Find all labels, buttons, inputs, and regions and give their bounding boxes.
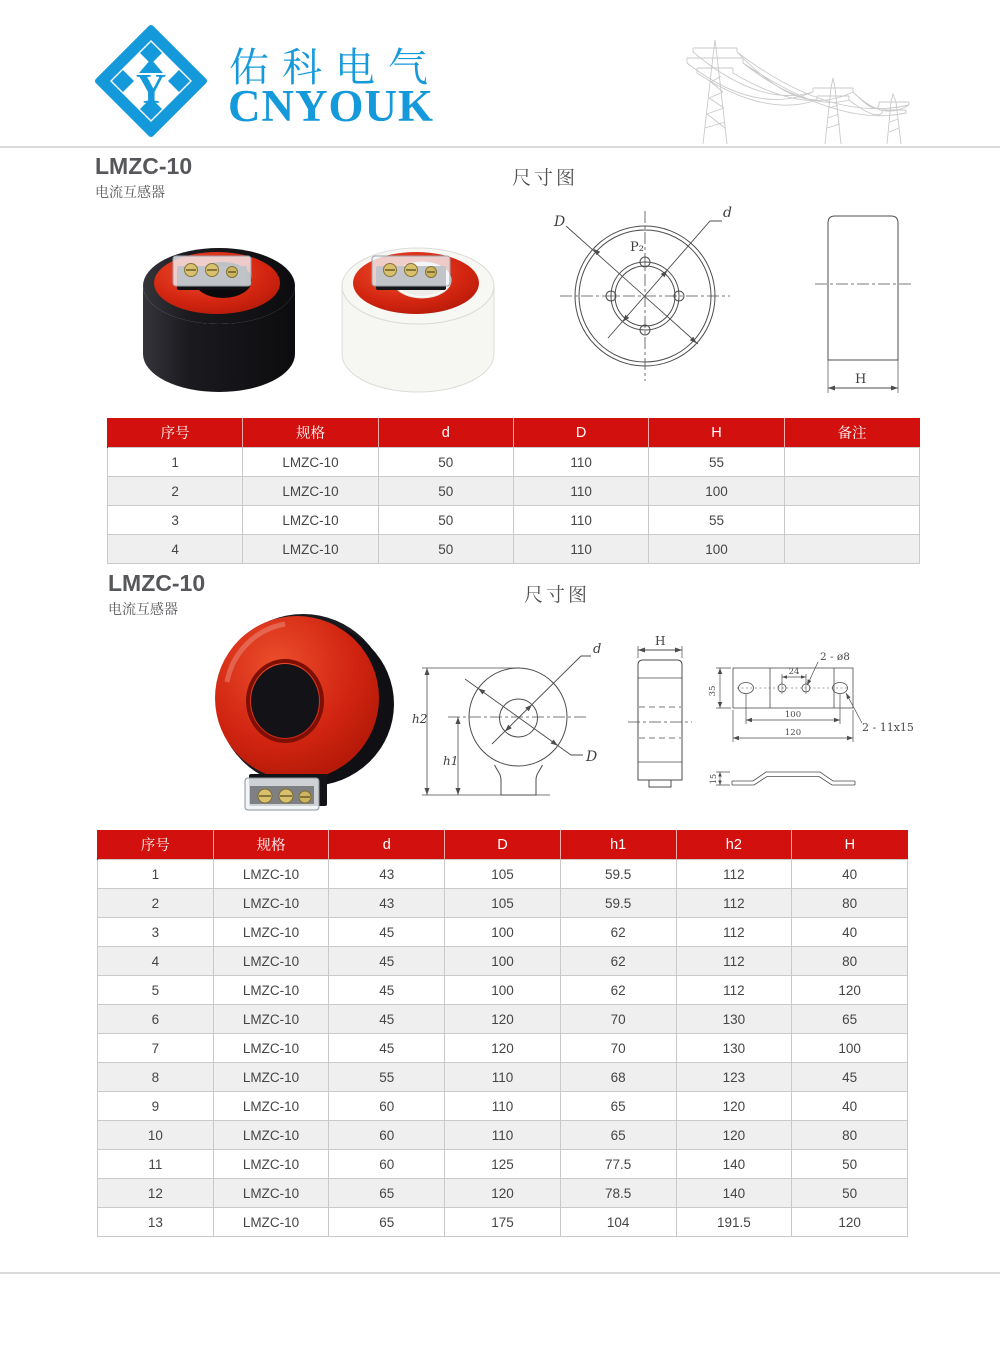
brand-name-chinese: 佑科电气: [229, 46, 441, 90]
table-row: [98, 1208, 908, 1237]
footer-divider: [0, 1272, 1000, 1274]
column-header: 规格: [243, 418, 378, 448]
table-cell: 45: [329, 918, 445, 947]
section-2-title: [108, 571, 205, 619]
table-cell: 45: [329, 1034, 445, 1063]
column-header: h2: [676, 830, 792, 860]
table-row: [98, 1121, 908, 1150]
table-cell: 2: [108, 477, 243, 506]
model-subtitle: 电流互感器: [108, 601, 178, 618]
table-cell: [784, 506, 919, 535]
table-cell: 65: [329, 1179, 445, 1208]
table-cell: [784, 477, 919, 506]
label-H: H: [655, 634, 666, 648]
model-subtitle: 电流互感器: [95, 184, 165, 201]
table-cell: LMZC-10: [213, 1005, 329, 1034]
label-H: H: [855, 372, 867, 387]
table-cell: 80: [792, 947, 908, 976]
column-header: d: [378, 418, 513, 448]
table-cell: 3: [108, 506, 243, 535]
product-photo-toroid-pair: [133, 236, 513, 398]
table-cell: 45: [792, 1063, 908, 1092]
table-cell: 4: [98, 947, 214, 976]
label-15: 15: [709, 773, 718, 785]
table-cell: 45: [329, 947, 445, 976]
table-row: [98, 1179, 908, 1208]
table-cell: 110: [513, 477, 648, 506]
dim-h1: [443, 717, 461, 795]
table-cell: LMZC-10: [213, 860, 329, 889]
transmission-towers-graphic: [655, 28, 955, 146]
table-row: [98, 1063, 908, 1092]
table-cell: 6: [98, 1005, 214, 1034]
dim-h2: [412, 668, 430, 795]
label-d: d: [593, 642, 602, 657]
table-cell: 50: [792, 1179, 908, 1208]
table-cell: 105: [445, 889, 561, 918]
table-cell: 1: [98, 860, 214, 889]
table-cell: 110: [445, 1063, 561, 1092]
table-cell: 110: [513, 506, 648, 535]
table-cell: LMZC-10: [213, 1179, 329, 1208]
label-120: 120: [784, 728, 802, 738]
table-cell: 110: [513, 535, 648, 564]
table-cell: 3: [98, 918, 214, 947]
table-row: [98, 889, 908, 918]
table-cell: 123: [676, 1063, 792, 1092]
table-cell: LMZC-10: [213, 1063, 329, 1092]
label-D: D: [586, 749, 598, 765]
table-cell: 9: [98, 1092, 214, 1121]
dim-24: [782, 667, 806, 684]
table-cell: 62: [560, 918, 676, 947]
table-row: [98, 1005, 908, 1034]
table-cell: 50: [792, 1150, 908, 1179]
table-cell: 110: [445, 1121, 561, 1150]
table-cell: 120: [445, 1034, 561, 1063]
table-row: [98, 1092, 908, 1121]
table-row: [108, 477, 920, 506]
table-row: [98, 860, 908, 889]
table-cell: LMZC-10: [243, 535, 378, 564]
spec-table-1: [107, 418, 920, 564]
table-cell: 2: [98, 889, 214, 918]
label-100: 100: [784, 710, 802, 720]
table-cell: 77.5: [560, 1150, 676, 1179]
table-cell: 112: [676, 860, 792, 889]
table-cell: 80: [792, 1121, 908, 1150]
dim-15: [709, 772, 730, 785]
spec-table-2: [97, 830, 908, 1237]
table-row: [108, 506, 920, 535]
header-row: [98, 830, 908, 860]
table-cell: 100: [792, 1034, 908, 1063]
table-cell: 4: [108, 535, 243, 564]
label-2-o8: 2 - ø8: [820, 651, 850, 663]
table-cell: LMZC-10: [213, 1092, 329, 1121]
dim-inner-diameter: [492, 642, 601, 744]
table-cell: 125: [445, 1150, 561, 1179]
header-divider: [0, 146, 1000, 148]
table-row: [98, 918, 908, 947]
table-row: [108, 448, 920, 477]
label-35: 35: [708, 685, 718, 697]
bracket-side-view: [732, 772, 855, 785]
model-name: LMZC-10: [108, 570, 206, 596]
table-cell: 50: [378, 535, 513, 564]
table-cell: 1: [108, 448, 243, 477]
column-header: 序号: [98, 830, 214, 860]
terminal-block: [173, 256, 251, 290]
table-cell: 100: [445, 976, 561, 1005]
table-cell: LMZC-10: [213, 976, 329, 1005]
table-cell: 120: [792, 976, 908, 1005]
table-cell: 50: [378, 448, 513, 477]
brand-logo-icon: [95, 25, 207, 137]
side-view: [815, 216, 911, 393]
table-cell: 175: [445, 1208, 561, 1237]
table-cell: 100: [445, 918, 561, 947]
table-cell: 50: [378, 477, 513, 506]
column-header: 序号: [108, 418, 243, 448]
table-cell: 62: [560, 947, 676, 976]
white-toroid-ct: [342, 248, 494, 392]
table-row: [98, 976, 908, 1005]
label-d: d: [723, 205, 732, 221]
table-cell: 40: [792, 918, 908, 947]
table-cell: 62: [560, 976, 676, 1005]
dim-inner-diameter: [608, 205, 732, 338]
table-cell: 45: [329, 976, 445, 1005]
column-header: D: [513, 418, 648, 448]
black-toroid-ct: [143, 248, 295, 392]
table-cell: LMZC-10: [213, 1121, 329, 1150]
table-cell: 104: [560, 1208, 676, 1237]
label-24: 24: [788, 667, 800, 677]
table-cell: 130: [676, 1005, 792, 1034]
table-cell: 11: [98, 1150, 214, 1179]
table-cell: 112: [676, 947, 792, 976]
table-cell: 112: [676, 918, 792, 947]
table-cell: LMZC-10: [213, 1034, 329, 1063]
table-cell: 100: [649, 477, 784, 506]
table-cell: 140: [676, 1150, 792, 1179]
table-cell: 45: [329, 1005, 445, 1034]
column-header: H: [649, 418, 784, 448]
column-header: 规格: [213, 830, 329, 860]
label-2-11x15: 2 - 11x15: [862, 721, 914, 734]
dim-outer-diameter: [465, 679, 597, 765]
section-2-diagram-title: 尺寸图: [524, 585, 591, 606]
table-cell: 55: [649, 506, 784, 535]
table-cell: LMZC-10: [213, 1208, 329, 1237]
table-cell: 50: [378, 506, 513, 535]
table-cell: 191.5: [676, 1208, 792, 1237]
table-cell: 55: [329, 1063, 445, 1092]
table-cell: 59.5: [560, 860, 676, 889]
table-cell: 12: [98, 1179, 214, 1208]
side-view: [628, 634, 692, 787]
table-cell: 13: [98, 1208, 214, 1237]
table-row: [98, 1034, 908, 1063]
table-cell: 68: [560, 1063, 676, 1092]
label-oval-holes: [846, 693, 914, 734]
page-header: [0, 0, 1000, 146]
table-cell: 43: [329, 889, 445, 918]
table-cell: 130: [676, 1034, 792, 1063]
table-cell: 70: [560, 1034, 676, 1063]
dimension-drawing-1: [530, 196, 930, 408]
table-cell: 60: [329, 1121, 445, 1150]
table-cell: 59.5: [560, 889, 676, 918]
table-cell: 10: [98, 1121, 214, 1150]
dim-100: [746, 694, 840, 724]
table-cell: 78.5: [560, 1179, 676, 1208]
table-cell: 65: [560, 1121, 676, 1150]
table-cell: 60: [329, 1092, 445, 1121]
table-cell: LMZC-10: [213, 1150, 329, 1179]
table-cell: 65: [329, 1208, 445, 1237]
label-h2: h2: [412, 712, 428, 726]
table-cell: 140: [676, 1179, 792, 1208]
table-cell: [784, 535, 919, 564]
column-header: D: [445, 830, 561, 860]
table-cell: 120: [792, 1208, 908, 1237]
table-row: [98, 1150, 908, 1179]
model-name: LMZC-10: [95, 153, 193, 179]
table-row: [108, 535, 920, 564]
product-photo-vertical-toroid: [193, 610, 421, 815]
terminal-block: [245, 774, 327, 810]
table-cell: 7: [98, 1034, 214, 1063]
table-cell: 100: [445, 947, 561, 976]
column-header: h1: [560, 830, 676, 860]
table-cell: 70: [560, 1005, 676, 1034]
table-cell: 40: [792, 1092, 908, 1121]
header-row: [108, 418, 920, 448]
table-cell: 110: [445, 1092, 561, 1121]
table-cell: 112: [676, 976, 792, 1005]
table-cell: 120: [445, 1005, 561, 1034]
table-cell: 55: [649, 448, 784, 477]
svg-text:Y: Y: [135, 67, 167, 113]
label-P2: P₂: [630, 240, 644, 255]
table-cell: 120: [676, 1121, 792, 1150]
table-cell: LMZC-10: [213, 918, 329, 947]
section-1-title: [95, 154, 192, 202]
table-cell: 40: [792, 860, 908, 889]
table-cell: 100: [649, 535, 784, 564]
table-cell: 112: [676, 889, 792, 918]
table-cell: LMZC-10: [213, 947, 329, 976]
table-cell: 80: [792, 889, 908, 918]
table-cell: LMZC-10: [213, 889, 329, 918]
table-cell: LMZC-10: [243, 477, 378, 506]
dimension-drawing-2: [410, 615, 985, 830]
dim-35: [708, 668, 731, 708]
table-cell: 60: [329, 1150, 445, 1179]
column-header: 备注: [784, 418, 919, 448]
table-cell: 120: [445, 1179, 561, 1208]
table-cell: LMZC-10: [243, 448, 378, 477]
table-cell: 110: [513, 448, 648, 477]
table-cell: 120: [676, 1092, 792, 1121]
table-cell: 8: [98, 1063, 214, 1092]
table-cell: LMZC-10: [243, 506, 378, 535]
terminal-block: [372, 256, 450, 290]
column-header: H: [792, 830, 908, 860]
table-cell: 43: [329, 860, 445, 889]
column-header: d: [329, 830, 445, 860]
label-h1: h1: [443, 754, 459, 768]
table-row: [98, 947, 908, 976]
section-1-diagram-title: 尺寸图: [512, 168, 579, 189]
table-cell: 65: [792, 1005, 908, 1034]
table-cell: 65: [560, 1092, 676, 1121]
table-cell: [784, 448, 919, 477]
table-cell: 5: [98, 976, 214, 1005]
label-D: D: [554, 214, 566, 230]
table-cell: 105: [445, 860, 561, 889]
brand-name-english: CNYOUK: [228, 81, 434, 131]
